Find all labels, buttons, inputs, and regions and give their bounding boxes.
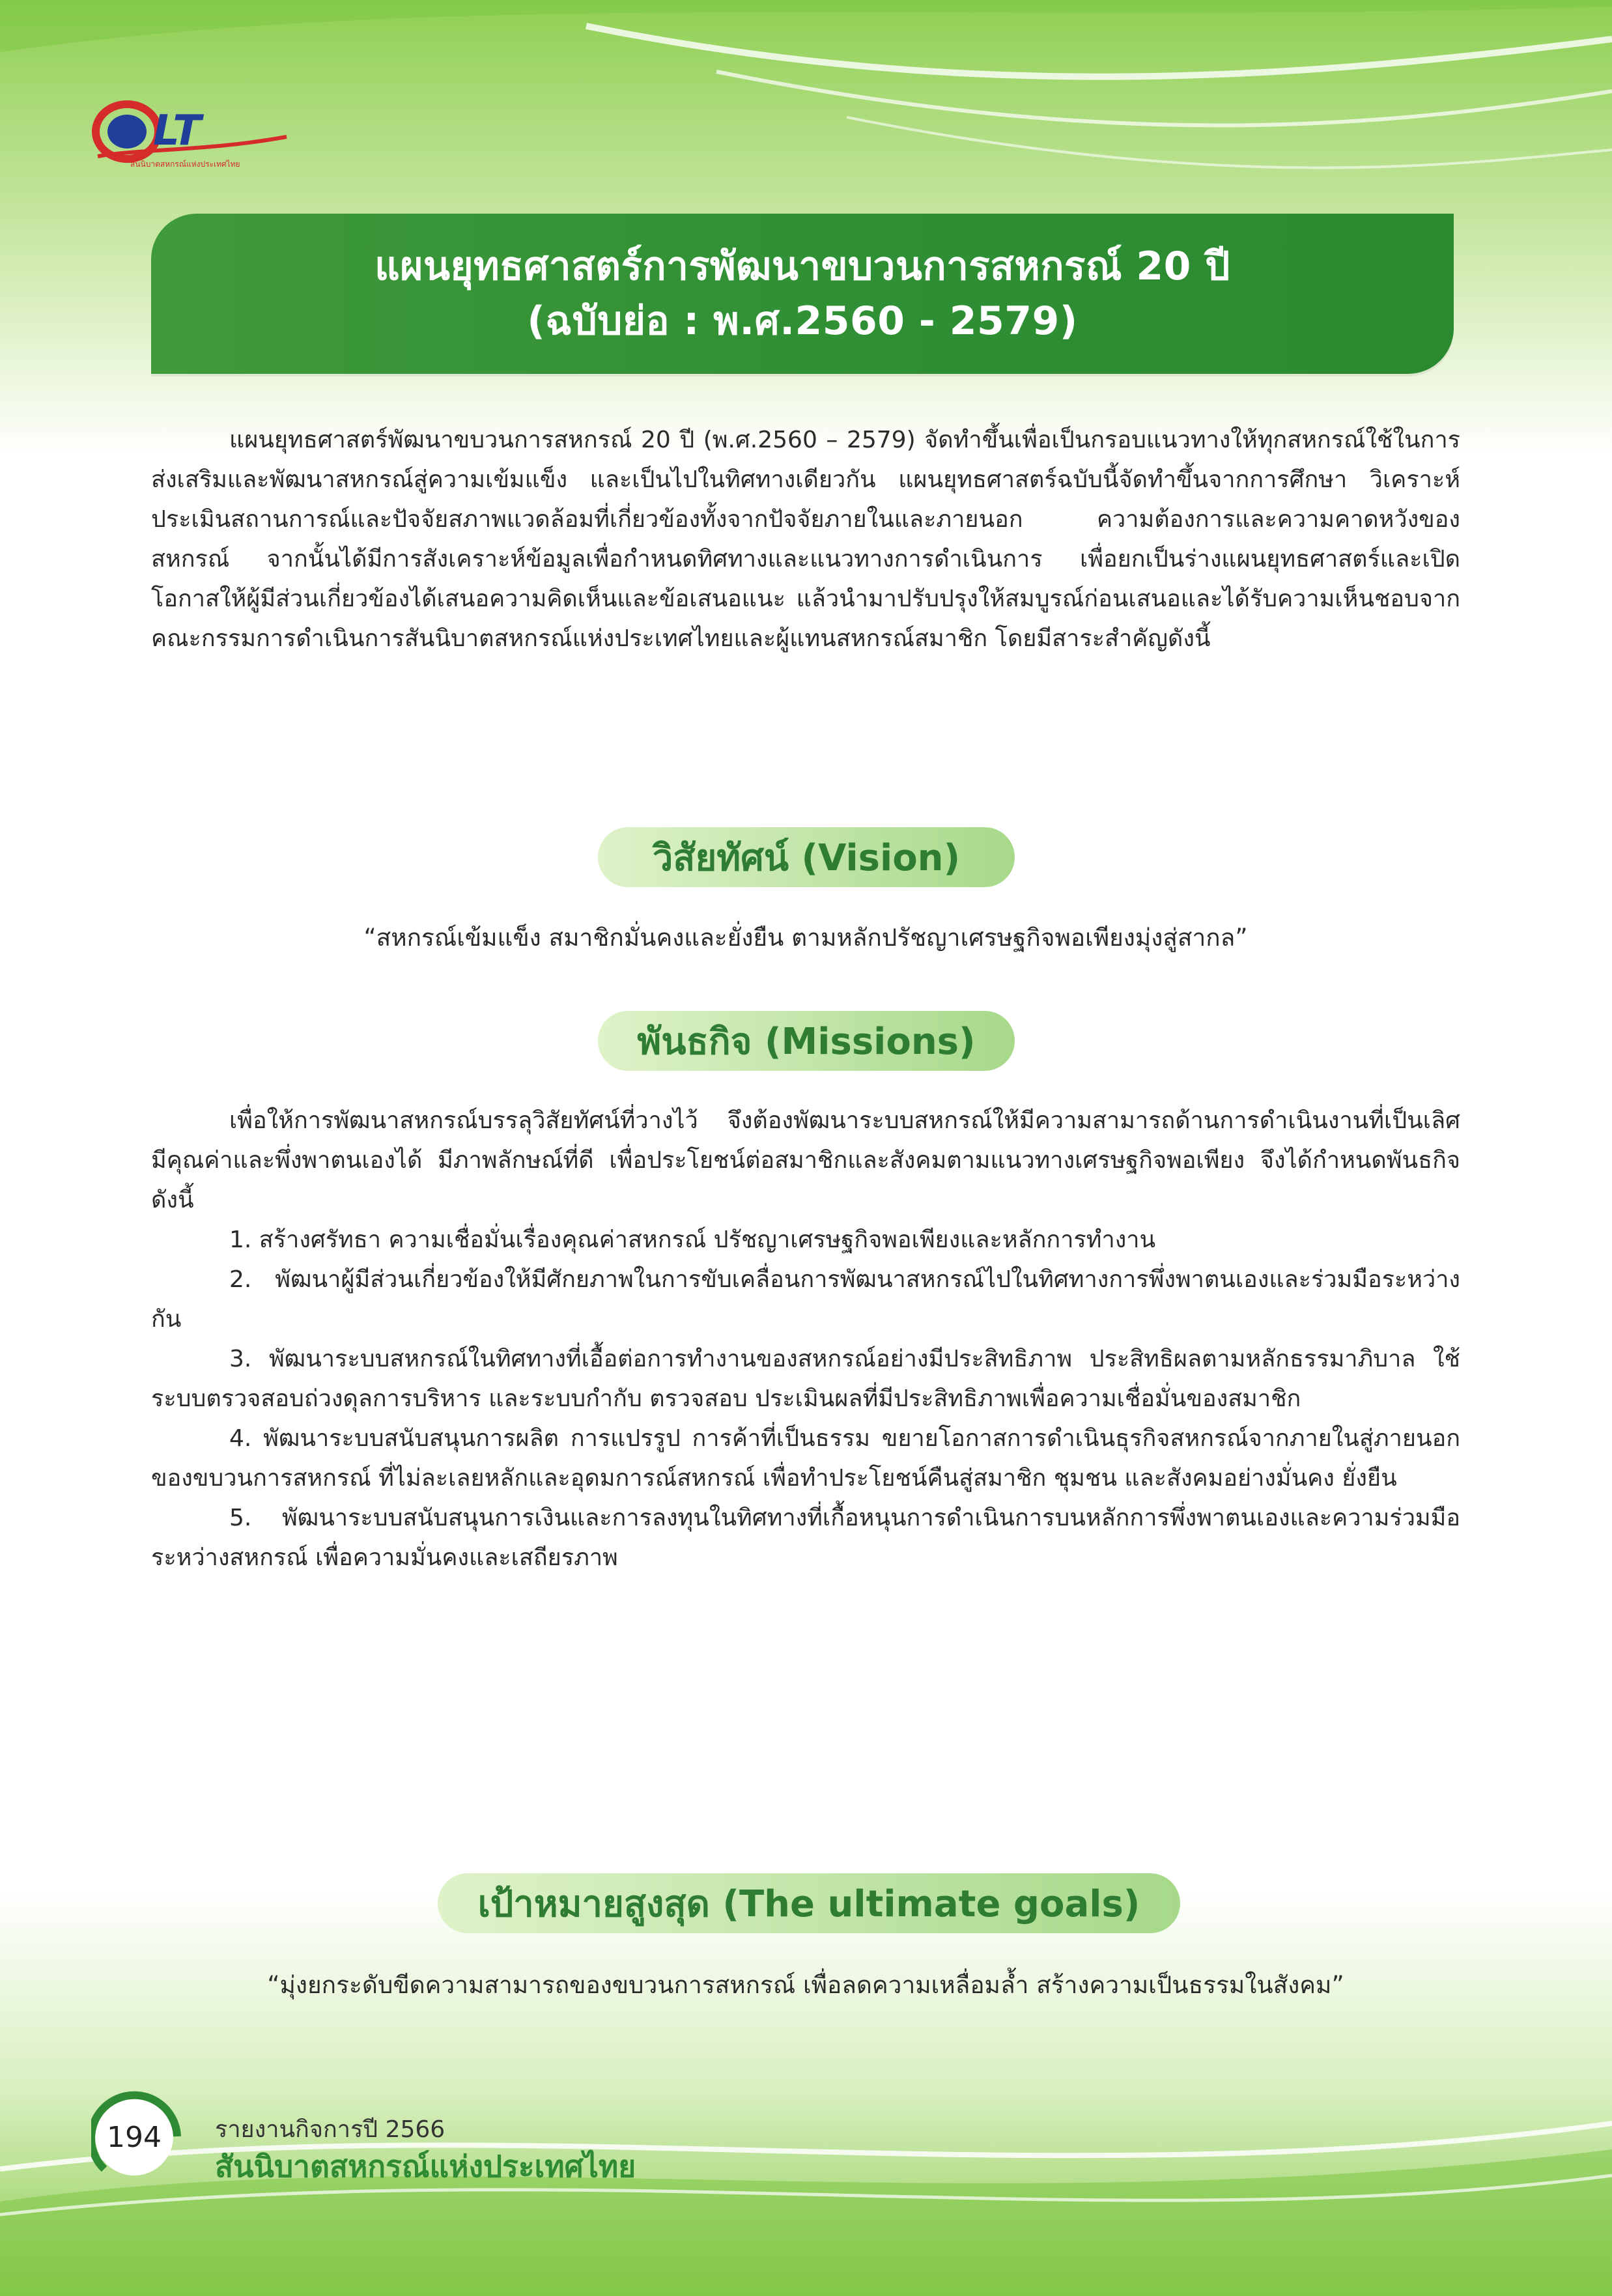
clt-logo	[91, 91, 293, 169]
goals-heading	[438, 1873, 1180, 1933]
missions-heading-label: พันธกิจ (Missions)	[637, 1020, 976, 1063]
missions-heading	[598, 1011, 1015, 1071]
mission-item-1: 1. สร้างศรัทธา ความเชื่อมั่นเรื่องคุณค่าสหกรณ์ ปรัชญาเศรษฐกิจพอเพียงและหลักการทำงาน	[229, 1226, 1156, 1253]
page-subtitle: (ฉบับย่อ : พ.ศ.2560 - 2579)	[527, 298, 1078, 344]
intro-section	[151, 420, 1460, 659]
intro-paragraph: แผนยุทธศาสตร์พัฒนาขบวนการสหกรณ์ 20 ปี (พ.ศ.2560 – 2579) จัดทำขึ้นเพื่อเป็นกรอบแนวทางให้ทุกสหกรณ์ใช้ในการส่งเสริมและพัฒนาสหกรณ์สู่ความเข้มแข็ง และเป็นไปในทิศทางเดียวกัน แผนยุทธศาสตร์ฉบับนี้จัดทำขึ้นจากการศึกษา วิเคราะห์ ประเมินสถานการณ์และปัจจัยสภาพแวดล้อมที่เกี่ยวข้องทั้งจากปัจจัยภายในและภายนอก ความต้องการและความคาดหวังของสหกรณ์ จากนั้นได้มีการสังเคราะห์ข้อมูลเพื่อกำหนดทิศทางและแนวทางการดำเนินการ เพื่อยกเป็นร่างแผนยุทธศาสตร์และเปิดโอกาสให้ผู้มีส่วนเกี่ยวข้องได้เสนอความคิดเห็นและข้อเสนอแนะ แล้วนำมาปรับปรุงให้สมบูรณ์ก่อนเสนอและได้รับความเห็นชอบจากคณะกรรมการดำเนินการสันนิบาตสหกรณ์แห่งประเทศไทยและผู้แทนสหกรณ์สมาชิก โดยมีสาระสำคัญดังนี้	[151, 427, 1460, 652]
missions-intro: เพื่อให้การพัฒนาสหกรณ์บรรลุวิสัยทัศน์ที่วางไว้ จึงต้องพัฒนาระบบสหกรณ์ให้มีความสามารถด้านการดำเนินงานที่เป็นเลิศ มีคุณค่าและพึ่งพาตนเองได้ มีภาพลักษณ์ที่ดี เพื่อประโยชน์ต่อสมาชิกและสังคมตามแนวทางเศรษฐกิจพอเพียง จึงได้กำหนดพันธกิจ ดังนี้	[151, 1107, 1460, 1213]
title-banner	[151, 214, 1454, 374]
mission-item-2: 2. พัฒนาผู้มีส่วนเกี่ยวข้องให้มีศักยภาพในการขับเคลื่อนการพัฒนาสหกรณ์ไปในทิศทางการพึ่งพาตนเองและร่วมมือระหว่างกัน	[151, 1266, 1460, 1333]
logo-caption: สันนิบาตสหกรณ์แห่งประเทศไทย	[130, 160, 240, 169]
vision-heading	[598, 827, 1015, 887]
missions-section	[151, 1101, 1460, 1578]
organization-name: สันนิบาตสหกรณ์แห่งประเทศไทย	[215, 2149, 636, 2184]
svg-text:LT: LT	[153, 107, 201, 155]
mission-item-3: 3. พัฒนาระบบสหกรณ์ในทิศทางที่เอื้อต่อการทำงานของสหกรณ์อย่างมีประสิทธิภาพ ประสิทธิผลตามหลักธรรมาภิบาล ใช้ระบบตรวจสอบถ่วงดุลการบริหาร และระบบกำกับ ตรวจสอบ ประเมินผลที่มีประสิทธิภาพเพื่อความเชื่อมั่นของสมาชิก	[151, 1346, 1460, 1412]
mission-item-5: 5. พัฒนาระบบสนับสนุนการเงินและการลงทุนในทิศทางที่เกื้อหนุนการดำเนินการบนหลักการพึ่งพาตนเองและความร่วมมือระหว่างสหกรณ์ เพื่อความมั่นคงและเสถียรภาพ	[151, 1505, 1460, 1571]
goals-heading-label: เป้าหมายสูงสุด (The ultimate goals)	[477, 1882, 1140, 1925]
report-label: รายงานกิจการปี 2566	[215, 2116, 445, 2143]
page-title: แผนยุทธศาสตร์การพัฒนาขบวนการสหกรณ์ 20 ปี	[375, 244, 1230, 289]
vision-text: “สหกรณ์เข้มแข็ง สมาชิกมั่นคงและยั่งยืน ตามหลักปรัชญาเศรษฐกิจพอเพียงมุ่งสู่สากล”	[363, 924, 1248, 952]
mission-item-4: 4. พัฒนาระบบสนับสนุนการผลิต การแปรรูป การค้าที่เป็นธรรม ขยายโอกาสการดำเนินธุรกิจสหกรณ์จากภายในสู่ภายนอกของขบวนการสหกรณ์ ที่ไม่ละเลยหลักและอุดมการณ์สหกรณ์ เพื่อทำประโยชน์คืนสู่สมาชิก ชุมชน และสังคมอย่างมั่นคง ยั่งยืน	[151, 1425, 1460, 1492]
page-number: 194	[107, 2121, 162, 2154]
goals-text: “มุ่งยกระดับขีดความสามารถของขบวนการสหกรณ์ เพื่อลดความเหลื่อมล้ำ สร้างความเป็นธรรมในสังคม”	[267, 1971, 1344, 1999]
vision-heading-label: วิสัยทัศน์ (Vision)	[652, 836, 961, 879]
